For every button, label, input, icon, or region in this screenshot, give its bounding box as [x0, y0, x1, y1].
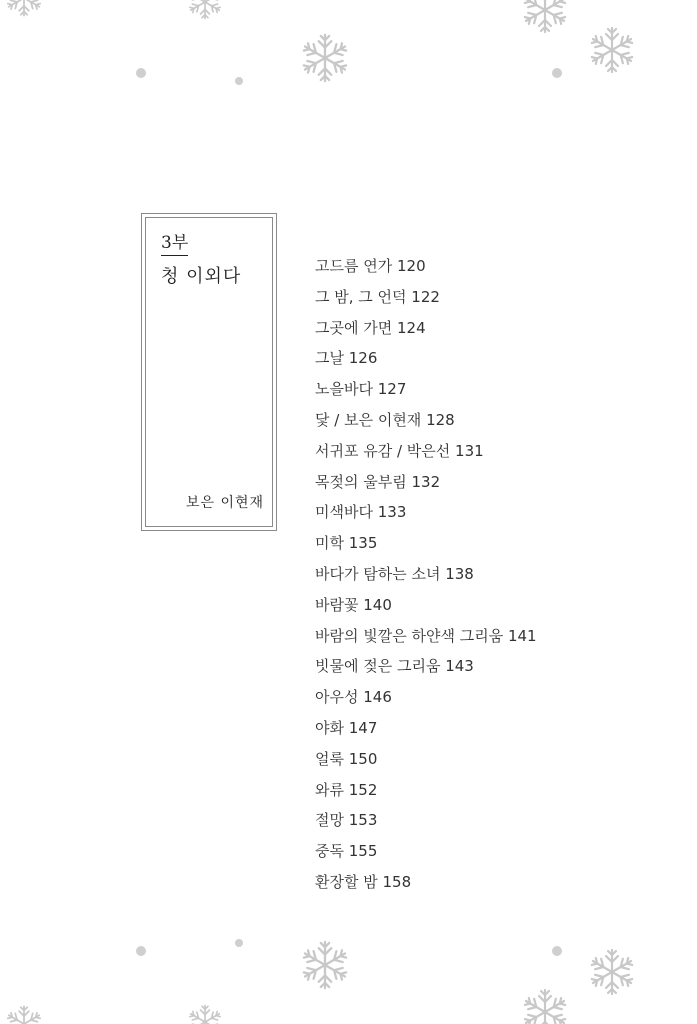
- toc-entry[interactable]: 그곳에 가면 124: [315, 318, 426, 337]
- snowflake-icon: [590, 950, 634, 994]
- dot-icon: [235, 939, 243, 947]
- part-title: 청 이외다: [161, 266, 242, 287]
- toc-entry[interactable]: 미학 135: [315, 534, 378, 553]
- toc-entry[interactable]: 그날 126: [315, 349, 378, 368]
- toc-entry[interactable]: 그 밤, 그 언덕 122: [315, 287, 440, 306]
- toc-entry[interactable]: 바람의 빛깔은 하얀색 그리움 141: [315, 626, 537, 645]
- toc-entry[interactable]: 노을바다 127: [315, 380, 407, 399]
- toc-entry[interactable]: 목젖의 울부림 132: [315, 472, 441, 491]
- toc-entry[interactable]: 아우성 146: [315, 688, 392, 707]
- toc-entry[interactable]: 절망 153: [315, 811, 378, 830]
- table-of-contents: [315, 254, 537, 901]
- toc-entry[interactable]: 야화 147: [315, 718, 378, 737]
- part-number: 3부: [161, 232, 188, 256]
- part-title-frame: [141, 213, 277, 531]
- snowflake-icon: [302, 942, 348, 988]
- part-author: 보은 이현재: [186, 495, 265, 511]
- toc-entry[interactable]: 얼룩 150: [315, 749, 378, 768]
- snowflake-icon: [6, 0, 41, 16]
- dot-icon: [552, 946, 562, 956]
- snowflake-icon: [6, 1006, 41, 1024]
- toc-entry[interactable]: 미색바다 133: [315, 503, 407, 522]
- toc-entry[interactable]: 바람꽃 140: [315, 595, 392, 614]
- snowflake-icon: [302, 35, 348, 81]
- toc-entry[interactable]: 중독 155: [315, 842, 378, 861]
- snowflake-icon: [188, 1006, 221, 1024]
- snowflake-icon: [188, 0, 221, 19]
- toc-entry[interactable]: 서귀포 유감 / 박은선 131: [315, 441, 484, 460]
- toc-entry[interactable]: 와류 152: [315, 780, 378, 799]
- dot-icon: [136, 68, 146, 78]
- toc-entry[interactable]: 닻 / 보은 이현재 128: [315, 410, 455, 429]
- snowflake-icon: [523, 990, 567, 1024]
- part-title-frame-inner: [145, 217, 273, 527]
- toc-entry[interactable]: 바다가 탐하는 소녀 138: [315, 564, 474, 583]
- snowflake-icon: [523, 0, 567, 32]
- toc-entry[interactable]: 고드름 연가 120: [315, 257, 426, 275]
- snowflake-icon: [590, 28, 634, 72]
- toc-entry[interactable]: 빗물에 젖은 그리움 143: [315, 657, 474, 676]
- dot-icon: [552, 68, 562, 78]
- dot-icon: [235, 77, 243, 85]
- dot-icon: [136, 946, 146, 956]
- toc-entry[interactable]: 환장할 밤 158: [315, 872, 412, 891]
